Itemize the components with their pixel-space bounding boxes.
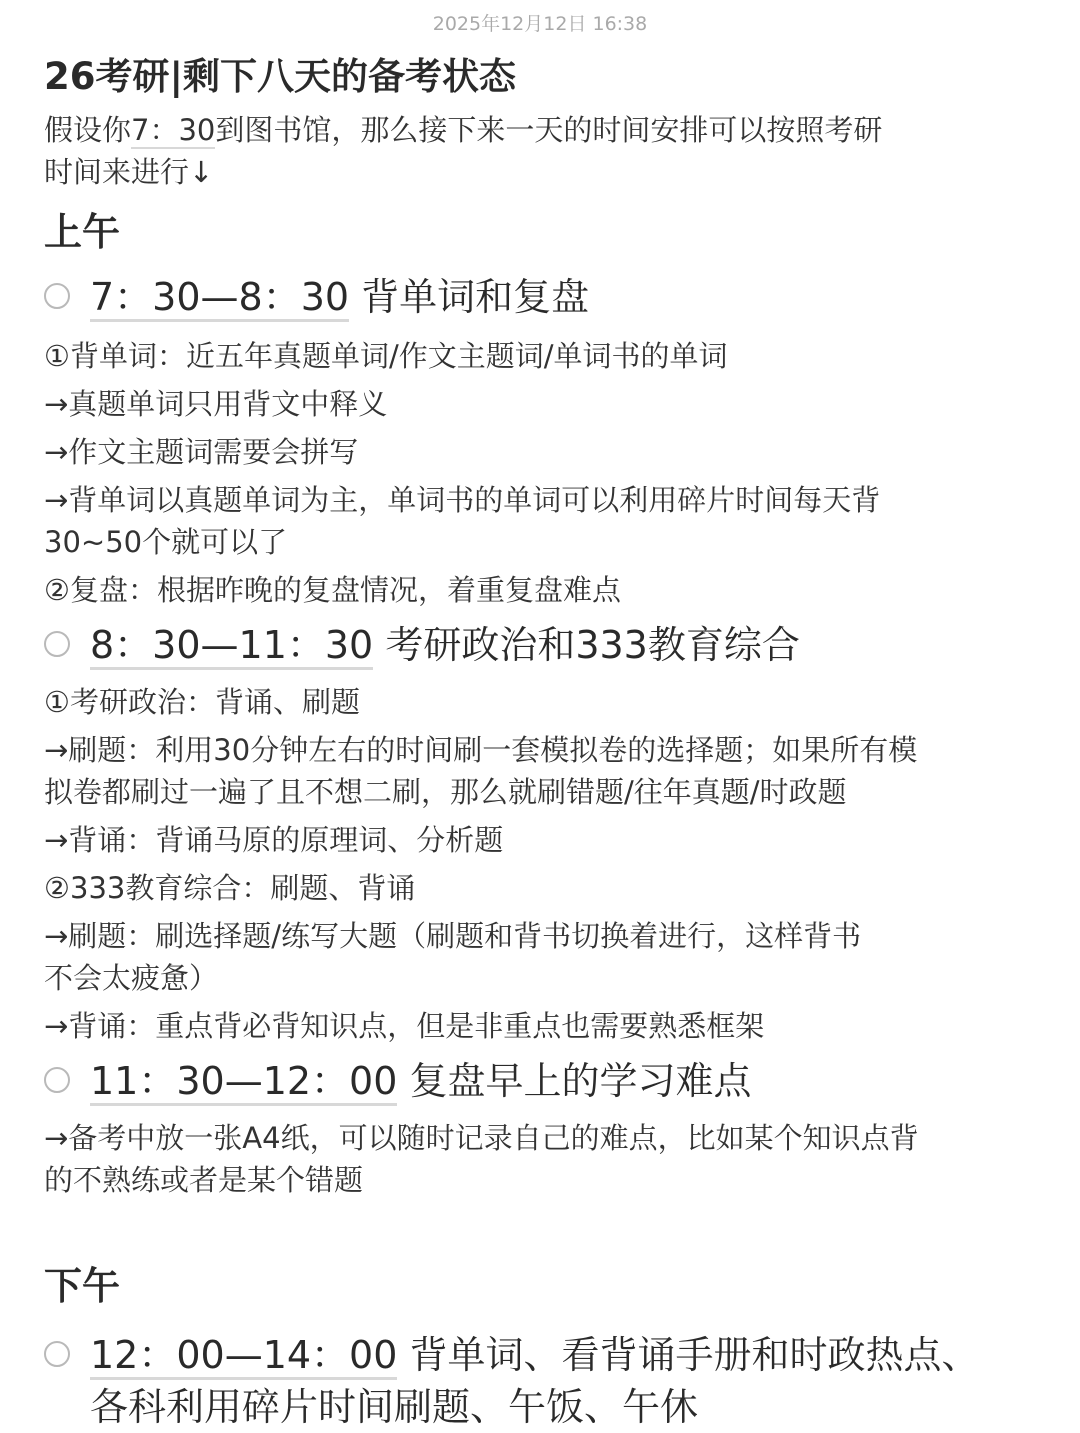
checkbox-circle-icon[interactable] bbox=[44, 1067, 70, 1093]
timestamp: 2025年12月12日 16:38 bbox=[432, 13, 648, 35]
section-heading-morning: 上午 bbox=[44, 210, 121, 254]
schedule-item bbox=[44, 619, 1036, 671]
body-line: →背单词以真题单词为主，单词书的单词可以利用碎片时间每天背 bbox=[44, 483, 881, 517]
schedule-time: 12：00—14：00 bbox=[90, 1333, 397, 1380]
schedule-title-line-2: 各科利用碎片时间刷题、午饭、午休 bbox=[90, 1385, 699, 1429]
schedule-item bbox=[44, 271, 1036, 323]
body-line: →背诵：背诵马原的原理词、分析题 bbox=[44, 823, 504, 857]
schedule-item-body bbox=[44, 1117, 1036, 1201]
body-line: ①考研政治：背诵、刷题 bbox=[44, 685, 360, 719]
body-line: →刷题：利用30分钟左右的时间刷一套模拟卷的选择题；如果所有模 bbox=[44, 733, 918, 767]
schedule-time: 11：30—12：00 bbox=[90, 1059, 397, 1106]
checkbox-circle-icon[interactable] bbox=[44, 283, 70, 309]
schedule-title-line-1 bbox=[90, 1329, 980, 1381]
schedule-item-title bbox=[90, 1329, 980, 1433]
checkbox-circle-icon[interactable] bbox=[44, 1341, 70, 1367]
schedule-item-title bbox=[90, 271, 589, 323]
schedule-item bbox=[44, 1329, 1036, 1433]
body-line: →刷题：刷选择题/练写大题（刷题和背书切换着进行，这样背书 bbox=[44, 919, 862, 953]
schedule-item bbox=[44, 1055, 1036, 1107]
body-line: 不会太疲惫） bbox=[44, 961, 219, 995]
intro-prefix: 假设你 bbox=[44, 113, 132, 147]
schedule-time: 8：30—11：30 bbox=[90, 623, 373, 670]
body-line: →背诵：重点背必背知识点，但是非重点也需要熟悉框架 bbox=[44, 1009, 765, 1043]
intro-time: 7：30 bbox=[131, 113, 216, 147]
schedule-time: 7：30—8：30 bbox=[90, 275, 349, 322]
intro-paragraph bbox=[44, 109, 1036, 193]
body-line: 30~50个就可以了 bbox=[44, 525, 288, 559]
body-line: →作文主题词需要会拼写 bbox=[44, 435, 359, 469]
body-line: ②333教育综合：刷题、背诵 bbox=[44, 871, 416, 905]
schedule-item-title bbox=[90, 619, 800, 671]
intro-rest: 到图书馆，那么接下来一天的时间安排可以按照考研 bbox=[215, 113, 883, 147]
schedule-item-body bbox=[44, 335, 1036, 611]
note-title: 26考研|剩下八天的备考状态 bbox=[44, 55, 517, 98]
schedule-item-body bbox=[44, 681, 1036, 1047]
checkbox-circle-icon[interactable] bbox=[44, 631, 70, 657]
body-line: ②复盘：根据昨晚的复盘情况，着重复盘难点 bbox=[44, 573, 621, 607]
schedule-topic: 背单词和复盘 bbox=[349, 275, 590, 319]
schedule-item-title bbox=[90, 1055, 752, 1107]
intro-line-1 bbox=[44, 109, 1036, 151]
body-line: →真题单词只用背文中释义 bbox=[44, 387, 388, 421]
body-line: →备考中放一张A4纸，可以随时记录自己的难点，比如某个知识点背 bbox=[44, 1121, 919, 1155]
schedule-topic: 复盘早上的学习难点 bbox=[397, 1059, 752, 1103]
body-line: 拟卷都刷过一遍了且不想二刷，那么就刷错题/往年真题/时政题 bbox=[44, 775, 847, 809]
body-line: 的不熟练或者是某个错题 bbox=[44, 1163, 364, 1197]
schedule-topic: 背单词、看背诵手册和时政热点、 bbox=[397, 1333, 980, 1377]
section-heading-afternoon: 下午 bbox=[44, 1264, 121, 1308]
intro-line-2: 时间来进行↓ bbox=[44, 155, 214, 189]
schedule-topic: 考研政治和333教育综合 bbox=[373, 623, 800, 667]
body-line: ①背单词：近五年真题单词/作文主题词/单词书的单词 bbox=[44, 339, 728, 373]
